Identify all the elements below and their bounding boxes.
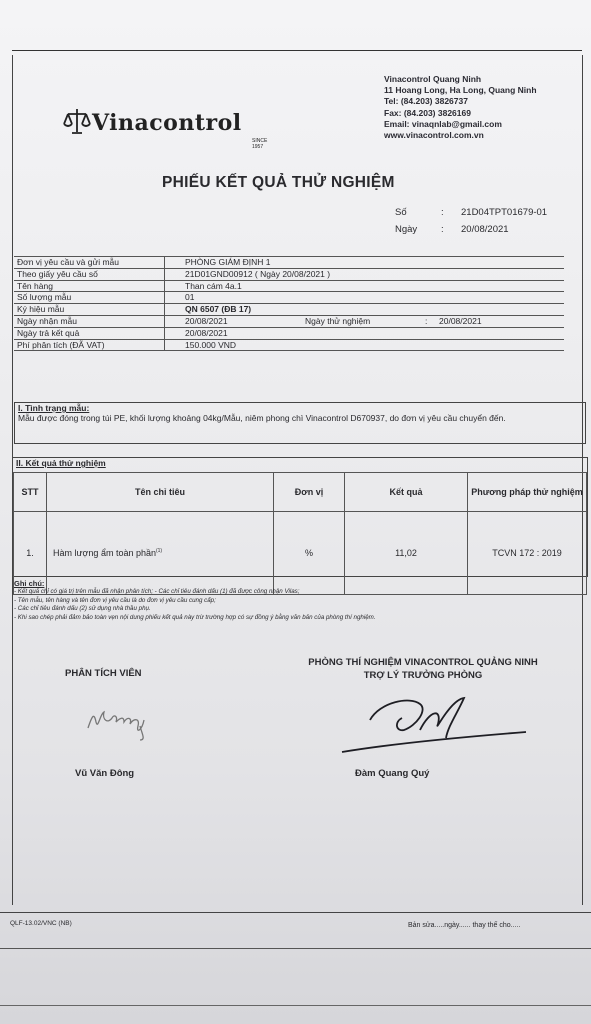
col-header-unit: Đơn vị — [274, 473, 345, 512]
col-header-stt: STT — [14, 473, 47, 512]
info-row — [14, 281, 564, 293]
cell-unit: % — [274, 512, 345, 595]
notes-heading: Ghi chú: — [14, 579, 45, 588]
info-value: 20/08/2021 — [185, 327, 228, 338]
info-row — [14, 316, 564, 328]
results-header-row — [14, 473, 587, 512]
cell-stt: 1. — [14, 512, 47, 595]
col-header-name: Tên chỉ tiêu — [47, 473, 274, 512]
test-date-colon: : — [425, 315, 428, 326]
bottom-edge-line — [0, 1005, 591, 1006]
condition-text: Mẫu được đóng trong túi PE, khối lượng khoảng 04kg/Mẫu, niêm phong chì Vinacontrol D670937, do đơn vị yêu cầu chuyển đến. — [18, 413, 506, 423]
info-label: Phí phân tích (ĐÃ VAT) — [14, 340, 165, 351]
condition-heading: I. Tình trạng mẫu: — [18, 403, 90, 413]
manager-name: Đàm Quang Quý — [355, 768, 430, 779]
analyst-name: Vũ Văn Đông — [75, 768, 135, 779]
info-value: 01 — [185, 292, 195, 303]
sample-info-table — [14, 256, 564, 351]
test-date-label: Ngày thử nghiệm — [305, 315, 371, 326]
form-code: QLF-13.02/VNC (NB) — [10, 920, 72, 927]
info-value: QN 6507 (ĐB 17) — [185, 304, 252, 315]
address-line: Tel: (84.203) 3826737 — [384, 96, 468, 107]
accreditation-mark: (1) — [155, 548, 163, 554]
analyst-signature-icon — [80, 700, 160, 745]
footer-divider — [0, 912, 591, 913]
info-label: Ngày nhận mẫu — [14, 316, 165, 327]
results-heading: II. Kết quả thử nghiệm — [16, 458, 106, 468]
top-border-line — [12, 50, 582, 51]
logo-wordmark: Vinacontrol — [92, 110, 242, 136]
analyst-title: PHÂN TÍCH VIÊN — [65, 668, 142, 679]
col-header-result: Kết quả — [345, 473, 468, 512]
report-number-row — [395, 204, 547, 221]
test-date-value: 20/08/2021 — [439, 315, 482, 326]
info-value: 150.000 VND — [185, 339, 237, 350]
document-reference — [395, 204, 547, 238]
address-line: www.vinacontrol.com.vn — [384, 130, 484, 141]
address-line: 11 Hoang Long, Ha Long, Quang Ninh — [384, 85, 537, 96]
revision-note: Bản sửa.....ngày...... thay thế cho..... — [408, 922, 521, 929]
address-line: Email: vinaqnlab@gmail.com — [384, 118, 502, 129]
scales-emblem-icon — [62, 106, 92, 136]
info-value: 20/08/2021 — [185, 315, 228, 326]
vinacontrol-logo — [62, 106, 268, 150]
lab-name: PHÒNG THÍ NGHIỆM VINACONTROL QUẢNG NINH — [308, 657, 538, 668]
colon: : — [441, 207, 444, 218]
info-label: Đơn vị yêu cầu và gửi mẫu — [14, 257, 165, 268]
report-number-value: 21D04TPT01679-01 — [461, 207, 548, 218]
logo-since: SINCE 1957 — [252, 138, 268, 150]
report-number-label: Số — [395, 207, 407, 218]
col-header-method: Phương pháp thử nghiệm — [468, 473, 587, 512]
cell-method: TCVN 172 : 2019 — [468, 512, 587, 595]
test-results-section — [12, 457, 588, 577]
info-label: Ký hiệu mẫu — [14, 304, 165, 315]
info-row — [14, 292, 564, 304]
results-table — [13, 472, 587, 595]
note-line: - Các chỉ tiêu đánh dấu (2) sử dụng nhà thầu phụ. — [14, 605, 151, 613]
info-label: Ngày trả kết quả — [14, 328, 165, 339]
info-row — [14, 269, 564, 281]
info-value: Than cám 4a.1 — [185, 280, 242, 291]
info-value: 21D01GND00912 ( Ngày 20/08/2021 ) — [185, 268, 331, 279]
info-row — [14, 328, 564, 340]
info-label: Tên hàng — [14, 281, 165, 292]
info-row — [14, 304, 564, 316]
note-line: - Kết quả chỉ có giá trị trên mẫu đã nhận phân tích; - Các chỉ tiêu đánh dấu (1) đã được công nhận Vilas; — [14, 588, 300, 596]
info-row — [14, 256, 564, 269]
indicator-name: Hàm lượng ẩm toàn phần — [53, 548, 156, 558]
sample-condition-section — [14, 402, 586, 444]
note-line: - Khi sao chép phải đảm bảo toàn vẹn nội dung phiếu kết quả này trừ trường hợp có sự đồng ý bằng văn bản của phòng thí nghiệm. — [14, 613, 376, 621]
report-date-value: 20/08/2021 — [461, 224, 509, 235]
cell-result: 11,02 — [345, 512, 468, 595]
notes-section — [14, 580, 586, 622]
address-line: Fax: (84.203) 3826169 — [384, 107, 471, 118]
info-label: Số lượng mẫu — [14, 292, 165, 303]
info-row — [14, 340, 564, 352]
info-label: Theo giấy yêu cầu số — [14, 269, 165, 280]
bottom-divider — [0, 948, 591, 949]
document-title: PHIẾU KẾT QUẢ THỬ NGHIỆM — [162, 174, 395, 191]
report-date-row — [395, 221, 547, 238]
address-line: Vinacontrol Quang Ninh — [384, 74, 482, 84]
colon: : — [441, 224, 444, 235]
note-line: - Tên mẫu, tên hàng và tên đơn vị yêu cầu là do đơn vị yêu cầu cung cấp; — [14, 596, 216, 604]
company-address-block — [384, 74, 537, 141]
report-date-label: Ngày — [395, 224, 418, 235]
lab-manager-title — [258, 656, 588, 682]
manager-signature-icon — [330, 690, 530, 760]
info-value: PHÒNG GIÁM ĐỊNH 1 — [185, 257, 271, 267]
position-title: TRỢ LÝ TRƯỞNG PHÒNG — [363, 670, 483, 681]
